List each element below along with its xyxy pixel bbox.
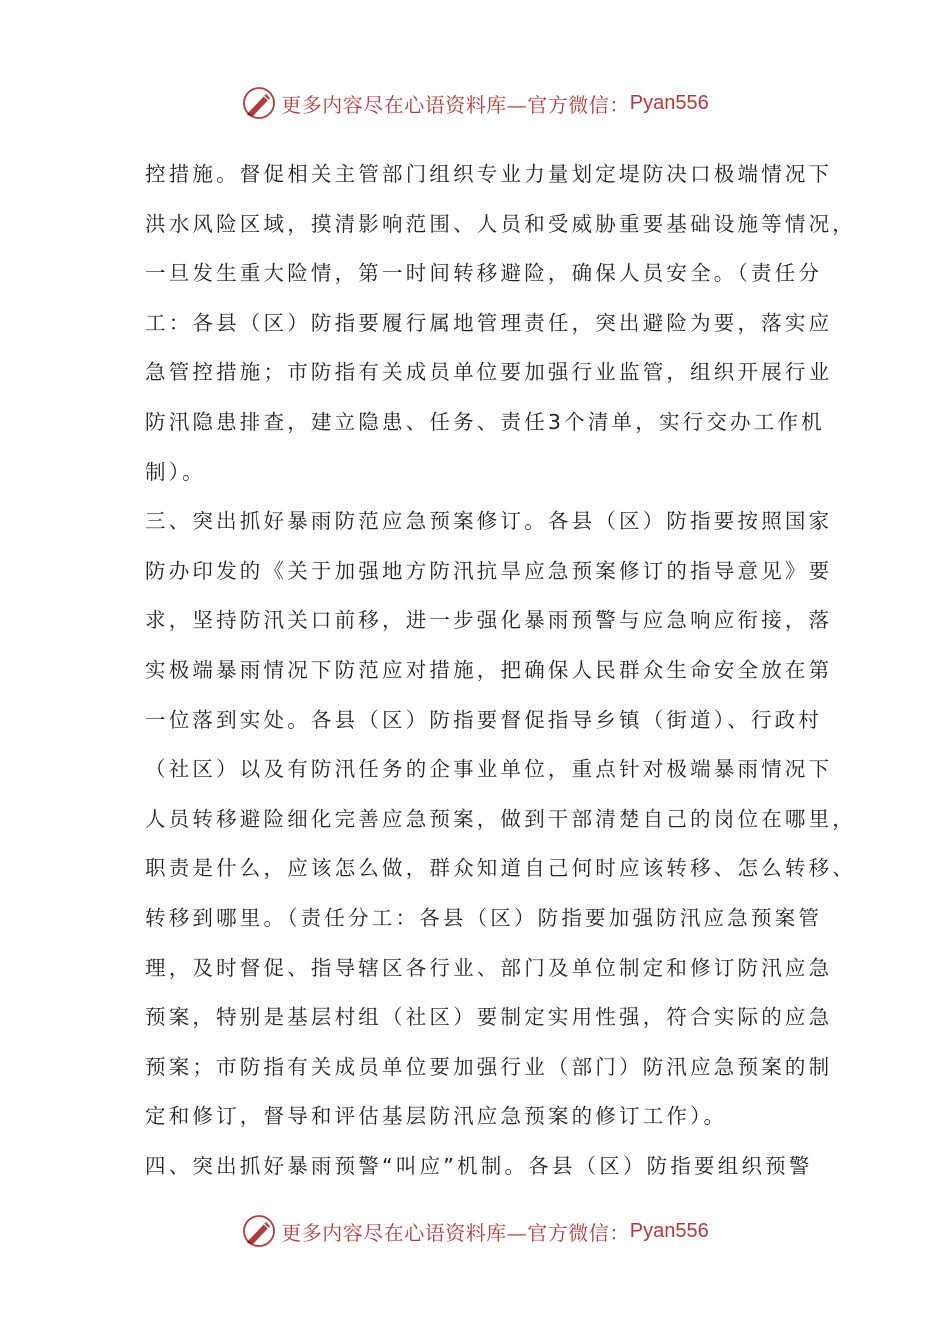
- body-line: 防办印发的《关于加强地方防汛抗旱应急预案修订的指导意见》要: [145, 558, 833, 583]
- header-wechat-id: Pyan556: [629, 91, 709, 114]
- pen-logo-icon: [241, 85, 277, 121]
- body-line: 控措施。督促相关主管部门组织专业力量划定堤防决口极端情况下: [145, 162, 833, 186]
- body-line: 洪水风险区域，摸清影响范围、人员和受威胁重要基础设施等情况，: [145, 211, 856, 236]
- body-line: （社区）以及有防汛任务的企事业单位，重点针对极端暴雨情况下: [145, 757, 833, 782]
- body-line: 一旦发生重大险情，第一时间转移避险，确保人员安全。（责任分: [145, 261, 823, 286]
- footer-banner-text: 更多内容尽在心语资料库—官方微信：: [281, 1220, 630, 1245]
- body-line: 实极端暴雨情况下防范应对措施，把确保人民群众生命安全放在第: [145, 657, 833, 682]
- body-line: 转移到哪里。（责任分工：各县（区）防指要加强防汛应急预案管: [145, 905, 823, 930]
- body-line: 急管控措施；市防指有关成员单位要加强行业监管，组织开展行业: [145, 360, 833, 385]
- section-heading-line: 三、突出抓好暴雨防范应急预案修订。各县（区）防指要按照国家: [145, 509, 833, 534]
- body-line: 预案，特别是基层村组（社区）要制定实用性强，符合实际的应急: [145, 1005, 833, 1030]
- body-line: 理，及时督促、指导辖区各行业、部门及单位制定和修订防汛应急: [145, 955, 833, 980]
- body-line: 求，坚持防汛关口前移，进一步强化暴雨预警与应急响应衔接，落: [145, 608, 833, 633]
- body-line: 职责是什么，应该怎么做，群众知道自己何时应该转移、怎么转移、: [145, 856, 856, 881]
- pen-logo-icon: [241, 1213, 277, 1249]
- body-line: 一位落到实处。各县（区）防指要督促指导乡镇（街道）、行政村: [145, 707, 823, 732]
- body-line: 人员转移避险细化完善应急预案，做到干部清楚自己的岗位在哪里，: [145, 806, 856, 831]
- document-body: [145, 150, 856, 1191]
- header-banner-text: 更多内容尽在心语资料库—官方微信：: [281, 92, 630, 117]
- body-line: 预案；市防指有关成员单位要加强行业（部门）防汛应急预案的制: [145, 1054, 833, 1079]
- section-heading-line: 四、突出抓好暴雨预警“叫应”机制。各县（区）防指要组织预警: [145, 1153, 813, 1178]
- body-line: 工：各县（区）防指要履行属地管理责任，突出避险为要，落实应: [145, 310, 833, 335]
- body-line: 定和修订，督导和评估基层防汛应急预案的修订工作）。: [145, 1104, 728, 1129]
- body-line: 制）。: [145, 459, 206, 484]
- header-watermark-banner: [0, 83, 950, 123]
- footer-wechat-id: Pyan556: [629, 1219, 709, 1242]
- body-line: 防汛隐患排查，建立隐患、任务、责任3个清单，实行交办工作机: [145, 409, 825, 434]
- footer-watermark-banner: [0, 1211, 950, 1251]
